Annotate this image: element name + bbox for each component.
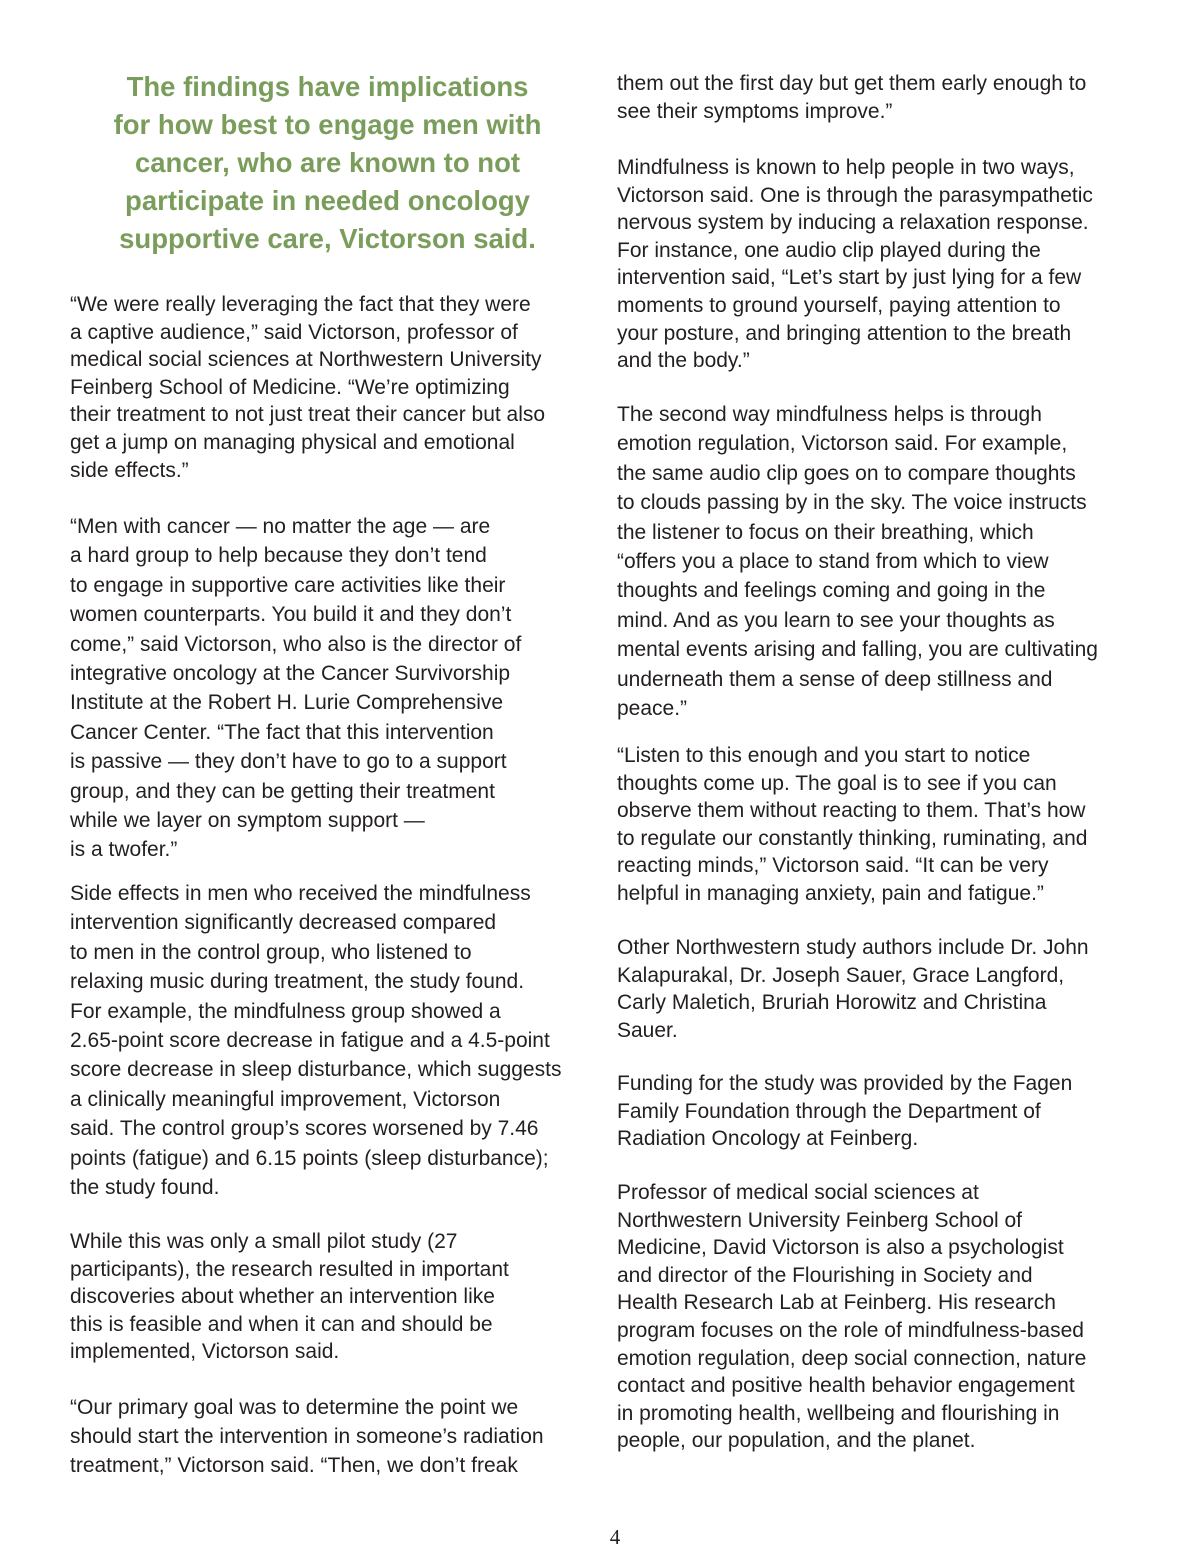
text-line: Victorson said. One is through the parasympathetic (617, 183, 1093, 207)
text-line: Sauer. (617, 1018, 678, 1042)
pull-quote-line: for how best to engage men with (113, 109, 542, 140)
left-paragraph-5 (70, 1393, 544, 1480)
text-line: participants), the research resulted in important (70, 1257, 509, 1281)
text-line: the listener to focus on their breathing, which (617, 520, 1034, 544)
text-line: a clinically meaningful improvement, Victorson (70, 1087, 501, 1111)
text-line: should start the intervention in someone’s radiation (70, 1425, 544, 1448)
text-line: Carly Maletich, Bruriah Horowitz and Christina (617, 991, 1047, 1015)
text-line: come,” said Victorson, who also is the director of (70, 632, 522, 656)
text-line: moments to ground yourself, paying attention to (617, 293, 1061, 317)
right-paragraph-2 (617, 154, 1093, 375)
text-line: Mindfulness is known to help people in two ways, (617, 156, 1075, 179)
text-line: a hard group to help because they don’t tend (70, 544, 487, 568)
text-line: Institute at the Robert H. Lurie Comprehensive (70, 691, 504, 715)
text-line: Feinberg School of Medicine. “We’re optimizing (70, 375, 510, 399)
text-line: to regulate our constantly thinking, ruminating, and (617, 826, 1088, 850)
text-line: underneath them a sense of deep stillness and (617, 667, 1053, 691)
text-line: “We were really leveraging the fact that they were (70, 293, 531, 316)
text-line: a captive audience,” said Victorson, professor of (70, 320, 518, 344)
text-line: contact and positive health behavior engagement (617, 1374, 1075, 1398)
right-paragraph-4 (617, 742, 1087, 908)
right-paragraph-3 (617, 400, 1098, 723)
pull-quote-line: cancer, who are known to not (134, 147, 521, 178)
text-line: get a jump on managing physical and emotional (70, 430, 515, 454)
right-paragraph-6 (617, 1070, 1072, 1153)
text-line: your posture, and bringing attention to the breath (617, 321, 1072, 345)
text-line: “offers you a place to stand from which to view (617, 550, 1049, 574)
text-line: treatment,” Victorson said. “Then, we don’t freak (70, 1454, 518, 1477)
text-line: mind. And as you learn to see your thoughts as (617, 608, 1055, 632)
text-line: to clouds passing by in the sky. The voice instructs (617, 491, 1087, 515)
text-line: For example, the mindfulness group showed a (70, 999, 501, 1023)
text-line: side effects.” (70, 458, 189, 482)
text-line: implemented, Victorson said. (70, 1340, 340, 1364)
right-paragraph-5 (617, 934, 1089, 1044)
text-line: Family Foundation through the Department of (617, 1099, 1041, 1123)
left-paragraph-4 (70, 1228, 509, 1366)
text-line: while we layer on symptom support — (70, 809, 425, 833)
text-line: “Men with cancer — no matter the age — are (70, 515, 491, 538)
text-line: intervention said, “Let’s start by just lying for a few (617, 266, 1082, 290)
left-paragraph-3 (70, 879, 561, 1202)
text-line: thoughts come up. The goal is to see if you can (617, 771, 1057, 795)
text-line: and director of the Flourishing in Society and (617, 1263, 1033, 1287)
text-line: thoughts and feelings coming and going in the (617, 579, 1046, 603)
text-line: Northwestern University Feinberg School of (617, 1208, 1023, 1232)
text-line: reacting minds,” Victorson said. “It can be very (617, 854, 1049, 878)
text-line: this is feasible and when it can and should be (70, 1312, 493, 1336)
text-line: “Listen to this enough and you start to notice (617, 744, 1031, 767)
text-line: program focuses on the role of mindfulness-based (617, 1318, 1084, 1342)
text-line: While this was only a small pilot study (27 (70, 1230, 458, 1253)
text-line: them out the first day but get them early enough to (617, 72, 1087, 95)
text-line: Professor of medical social sciences at (617, 1181, 979, 1204)
text-line: to men in the control group, who listened to (70, 940, 472, 964)
text-line: peace.” (617, 697, 688, 721)
text-line: in promoting health, wellbeing and flourishing in (617, 1401, 1060, 1425)
text-line: intervention significantly decreased compared (70, 911, 497, 935)
text-line: see their symptoms improve.” (617, 99, 893, 123)
text-line: emotion regulation, deep social connection, nature (617, 1346, 1087, 1370)
text-line: nervous system by inducing a relaxation response. (617, 211, 1089, 235)
text-line: group, and they can be getting their treatment (70, 779, 495, 803)
right-paragraph-1 (617, 70, 1086, 125)
pull-quote-line: The findings have implications (126, 71, 529, 102)
text-line: the study found. (70, 1176, 220, 1200)
text-line: and the body.” (617, 349, 750, 373)
text-line: mental events arising and falling, you are cultivating (617, 638, 1098, 662)
text-line: observe them without reacting to them. That’s how (617, 799, 1086, 823)
text-line: score decrease in sleep disturbance, which suggests (70, 1058, 562, 1082)
text-line: “Our primary goal was to determine the point we (70, 1396, 519, 1419)
text-line: said. The control group’s scores worsened by 7.46 (70, 1117, 539, 1141)
text-line: The second way mindfulness helps is through (617, 403, 1042, 426)
pull-quote-line: supportive care, Victorson said. (119, 223, 536, 254)
text-line: Kalapurakal, Dr. Joseph Sauer, Grace Langford, (617, 963, 1065, 987)
text-line: Funding for the study was provided by the Fagen (617, 1072, 1073, 1095)
text-line: emotion regulation, Victorson said. For example, (617, 432, 1068, 456)
pull-quote (70, 68, 585, 258)
text-line: Cancer Center. “The fact that this intervention (70, 720, 494, 744)
text-line: women counterparts. You build it and they don’t (70, 603, 512, 627)
text-line: to engage in supportive care activities like their (70, 573, 506, 597)
text-line: integrative oncology at the Cancer Survivorship (70, 662, 511, 686)
text-line: For instance, one audio clip played during the (617, 238, 1041, 262)
right-paragraph-7 (617, 1179, 1086, 1455)
text-line: Side effects in men who received the mindfulness (70, 882, 531, 905)
text-line: people, our population, and the planet. (617, 1429, 976, 1453)
text-line: their treatment to not just treat their cancer but also (70, 403, 546, 427)
text-line: medical social sciences at Northwestern University (70, 348, 542, 372)
text-line: Health Research Lab at Feinberg. His research (617, 1291, 1056, 1315)
text-line: helpful in managing anxiety, pain and fatigue.” (617, 881, 1044, 905)
text-line: is passive — they don’t have to go to a support (70, 750, 507, 774)
left-paragraph-1 (70, 291, 545, 484)
text-line: Medicine, David Victorson is also a psychologist (617, 1236, 1064, 1260)
text-line: the same audio clip goes on to compare thoughts (617, 461, 1076, 485)
left-paragraph-2 (70, 512, 521, 865)
pull-quote-line: participate in needed oncology (125, 185, 530, 216)
text-line: points (fatigue) and 6.15 points (sleep disturbance); (70, 1146, 549, 1170)
text-line: discoveries about whether an intervention like (70, 1285, 495, 1309)
text-line: relaxing music during treatment, the study found. (70, 970, 525, 994)
page-number: 4 (609, 1525, 621, 1549)
text-line: is a twofer.” (70, 838, 178, 862)
text-line: Other Northwestern study authors include Dr. John (617, 936, 1089, 959)
text-line: 2.65-point score decrease in fatigue and a 4.5-point (70, 1029, 550, 1053)
text-line: Radiation Oncology at Feinberg. (617, 1127, 919, 1151)
